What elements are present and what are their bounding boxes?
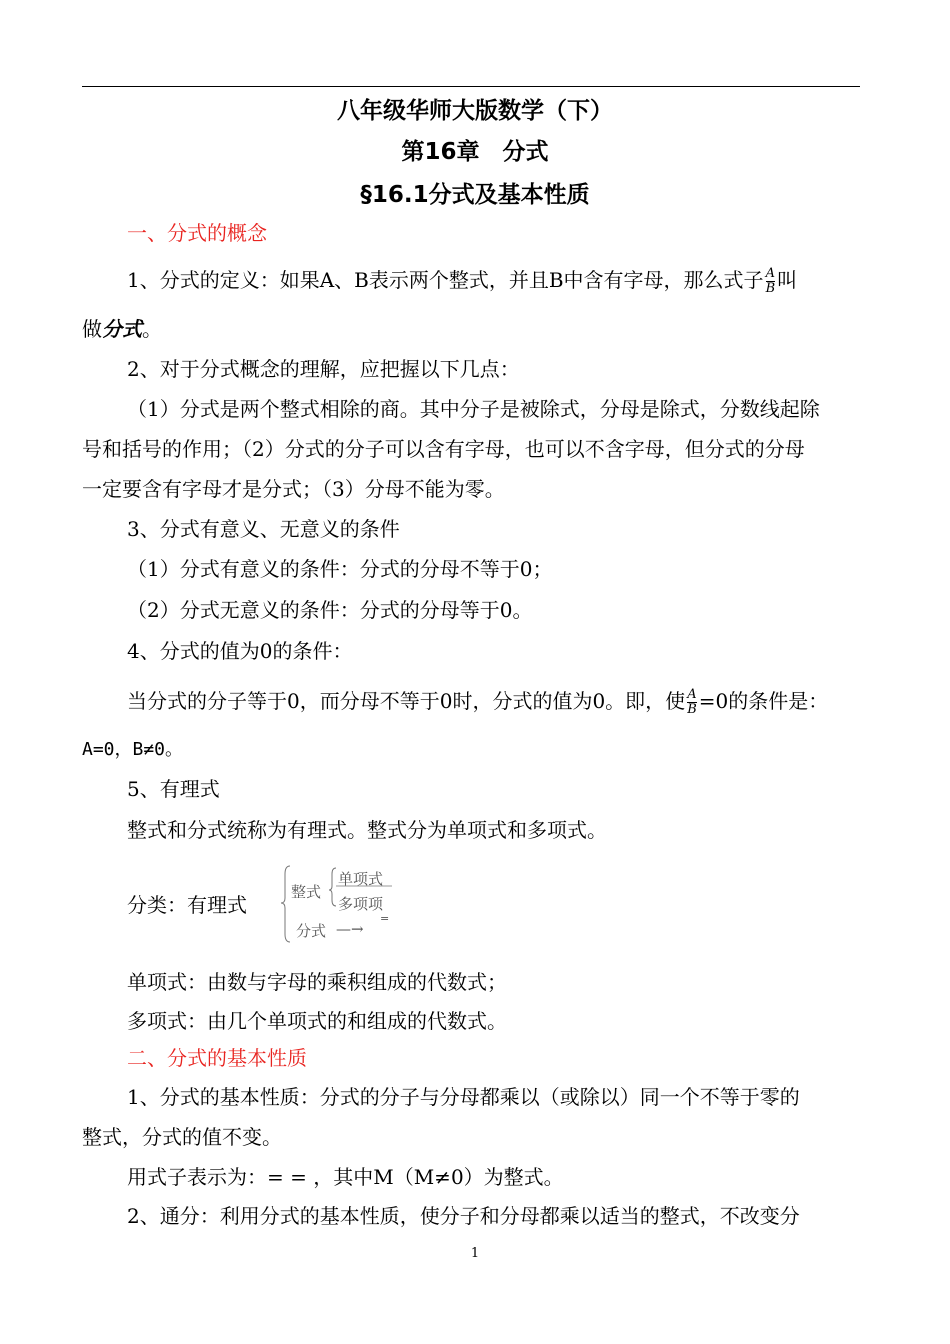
zero-value-line1: 当分式的分子等于0，而分母不等于0时，分式的值为0。即，使 $\frac{A}{B}$ =0的条件是：	[127, 687, 829, 717]
formula-line: 用式子表示为：= = ，其中M（M≠0）为整式。	[127, 1165, 564, 1189]
basic-property-line1: 1、分式的基本性质：分式的分子与分母都乘以（或除以）同一个不等于零的	[127, 1085, 800, 1109]
fraction-a-over-b: $\frac{A}{B}$	[765, 266, 776, 296]
classification-label: 分类：有理式	[127, 893, 247, 917]
definition-line1: 1、分式的定义：如果A、B表示两个整式，并且B中含有字母，那么式子 $\frac{A}{B}$ 叫	[127, 266, 798, 296]
diagram-fenshi: 分式	[296, 922, 327, 940]
concept-point-line3: 一定要含有字母才是分式；（3）分母不能为零。	[82, 477, 505, 501]
meaningful-condition: （1）分式有意义的条件：分式的分母不等于0；	[127, 557, 553, 581]
chapter-title: 第16章 分式	[401, 139, 549, 165]
diagram-arrow: —→	[336, 920, 364, 938]
diagram-zhengshi: 整式	[291, 883, 322, 901]
diagram-tail: =	[380, 912, 390, 925]
zero-value-line2: A=0，B≠0。	[82, 739, 184, 760]
basic-property-line2: 整式，分式的值不变。	[82, 1125, 282, 1149]
zero-value-condition: 4、分式的值为0的条件：	[127, 639, 353, 663]
monomial-def: 单项式：由数与字母的乘积组成的代数式；	[127, 970, 507, 994]
meaning-conditions: 3、分式有意义、无意义的条件	[127, 517, 400, 541]
heading-concept: 一、分式的概念	[127, 221, 267, 245]
concept-point-line2: 号和括号的作用；（2）分式的分子可以含有字母，也可以不含字母，但分式的分母	[82, 437, 805, 461]
fraction-a-over-b-2: $\frac{A}{B}$	[687, 687, 697, 717]
polynomial-def: 多项式：由几个单项式的和组成的代数式。	[127, 1009, 507, 1033]
definition-line2: 做分式。	[82, 317, 162, 341]
header-rule	[82, 86, 860, 87]
page-number: 1	[470, 1246, 480, 1261]
concept-points: 2、对于分式概念的理解，应把握以下几点：	[127, 357, 520, 381]
term-fenshi: 分式	[102, 317, 142, 341]
book-title: 八年级华师大版数学（下）	[337, 98, 613, 124]
rational-expression: 5、有理式	[127, 777, 220, 801]
heading-basic-property: 二、分式的基本性质	[127, 1046, 307, 1070]
diagram-duoxiangxiang: 多项项	[338, 895, 384, 913]
meaningless-condition: （2）分式无意义的条件：分式的分母等于0。	[127, 598, 533, 622]
section-title: §16.1分式及基本性质	[360, 182, 590, 208]
concept-point-line1: （1）分式是两个整式相除的商。其中分子是被除式，分母是除式，分数线起除	[127, 397, 820, 421]
classification-diagram	[280, 862, 410, 944]
rational-expression-desc: 整式和分式统称为有理式。整式分为单项式和多项式。	[127, 818, 607, 842]
diagram-danxiangshi: 单项式	[338, 870, 384, 888]
common-denominator-line: 2、通分：利用分式的基本性质，使分子和分母都乘以适当的整式，不改变分	[127, 1204, 800, 1228]
